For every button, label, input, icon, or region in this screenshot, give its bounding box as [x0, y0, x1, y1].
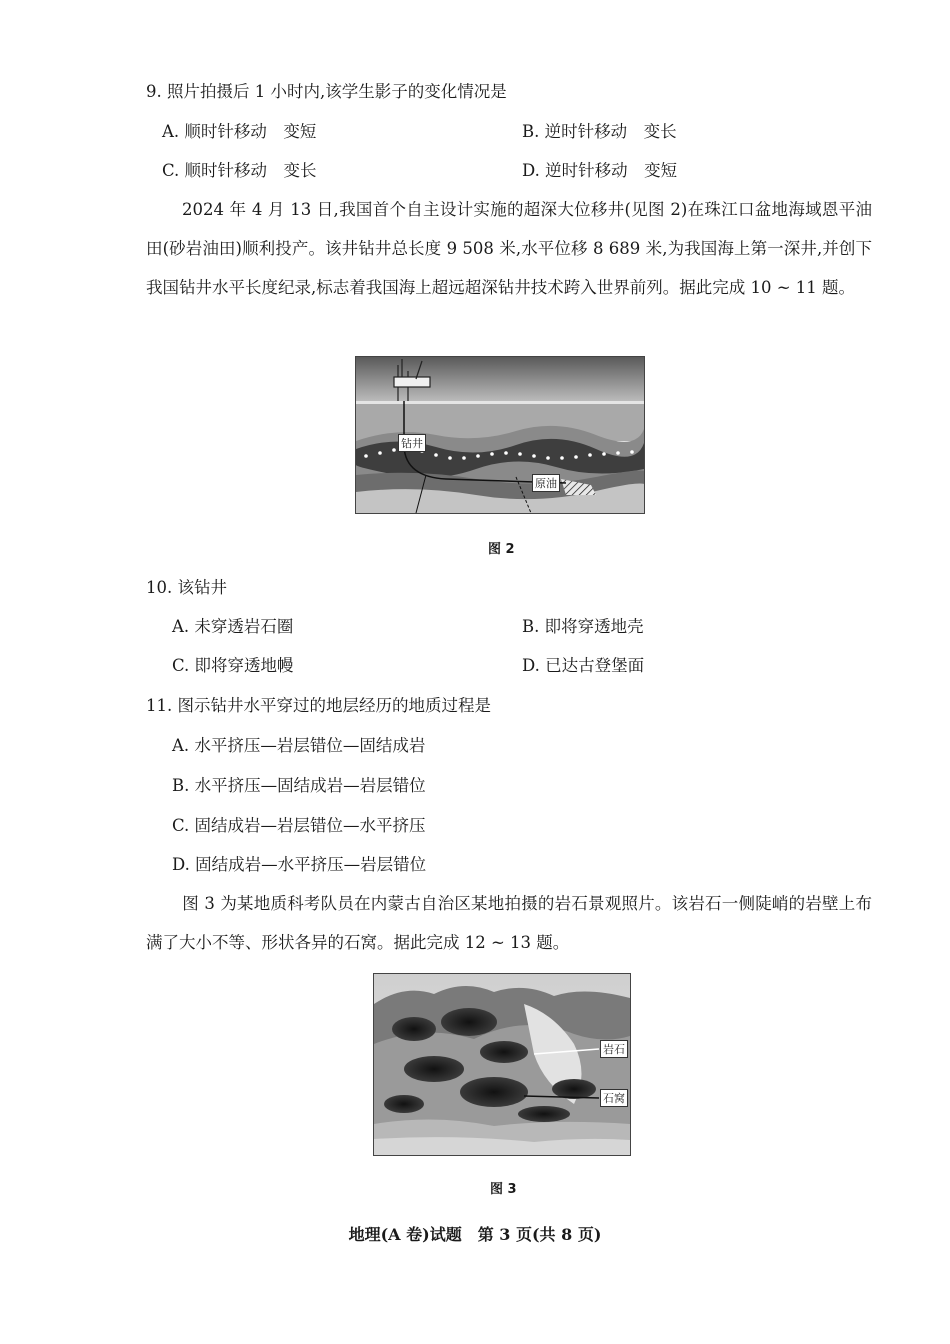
- q10-option-b: B. 即将穿透地壳: [522, 617, 644, 636]
- passage-12-13: [146, 884, 872, 962]
- q10-option-d: D. 已达古登堡面: [522, 656, 645, 675]
- label-drilling-well: 钻井: [398, 434, 426, 452]
- q11-option-a: A. 水平挤压—岩层错位—固结成岩: [172, 736, 426, 755]
- label-rock: 岩石: [600, 1040, 628, 1058]
- q11-option-b: B. 水平挤压—固结成岩—岩层错位: [172, 776, 426, 795]
- q10-stem: 10. 该钻井: [146, 578, 227, 597]
- passage-10-11: [146, 190, 872, 307]
- q11-stem: 11. 图示钻井水平穿过的地层经历的地质过程是: [146, 696, 491, 715]
- label-rock-hollow: 石窝: [600, 1089, 628, 1107]
- q11-option-d: D. 固结成岩—水平挤压—岩层错位: [172, 855, 427, 874]
- q9-option-c: C. 顺时针移动 变长: [162, 161, 317, 180]
- figure-3-caption: 图 3: [490, 1182, 517, 1197]
- page-footer: 地理(A 卷)试题 第 3 页(共 8 页): [348, 1225, 602, 1244]
- label-crude-oil: 原油: [532, 474, 560, 492]
- q10-option-a: A. 未穿透岩石圈: [172, 617, 294, 636]
- q9-option-b: B. 逆时针移动 变长: [522, 122, 677, 141]
- figure-3-rock-photo: [373, 973, 631, 1156]
- q9-option-a: A. 顺时针移动 变短: [162, 122, 317, 141]
- q9-stem: 9. 照片拍摄后 1 小时内,该学生影子的变化情况是: [146, 82, 507, 101]
- q9-option-d: D. 逆时针移动 变短: [522, 161, 678, 180]
- q11-option-c: C. 固结成岩—岩层错位—水平挤压: [172, 816, 426, 835]
- q10-option-c: C. 即将穿透地幔: [172, 656, 294, 675]
- rock-landscape-photo: [374, 974, 630, 1155]
- figure-2-caption: 图 2: [488, 542, 515, 557]
- passage-12-13-text: 图 3 为某地质科考队员在内蒙古自治区某地拍摄的岩石景观照片。该岩石一侧陡峭的岩壁上布满了大小不等、形状各异的石窝。据此完成 12 ~ 13 题。: [146, 894, 872, 952]
- passage-10-11-text: 2024 年 4 月 13 日,我国首个自主设计实施的超深大位移井(见图 2)在珠江口盆地海域恩平油田(砂岩油田)顺利投产。该井钻井总长度 9 508 米,水平位移 8 689 米,为我国海上第一深井,并创下我国钻井水平长度纪录,标志着我国海上超远超深钻井技术跨入世界前列。据此完成 10 ~ 11 题。: [146, 200, 872, 297]
- figure-2-drilling-diagram: [355, 356, 645, 514]
